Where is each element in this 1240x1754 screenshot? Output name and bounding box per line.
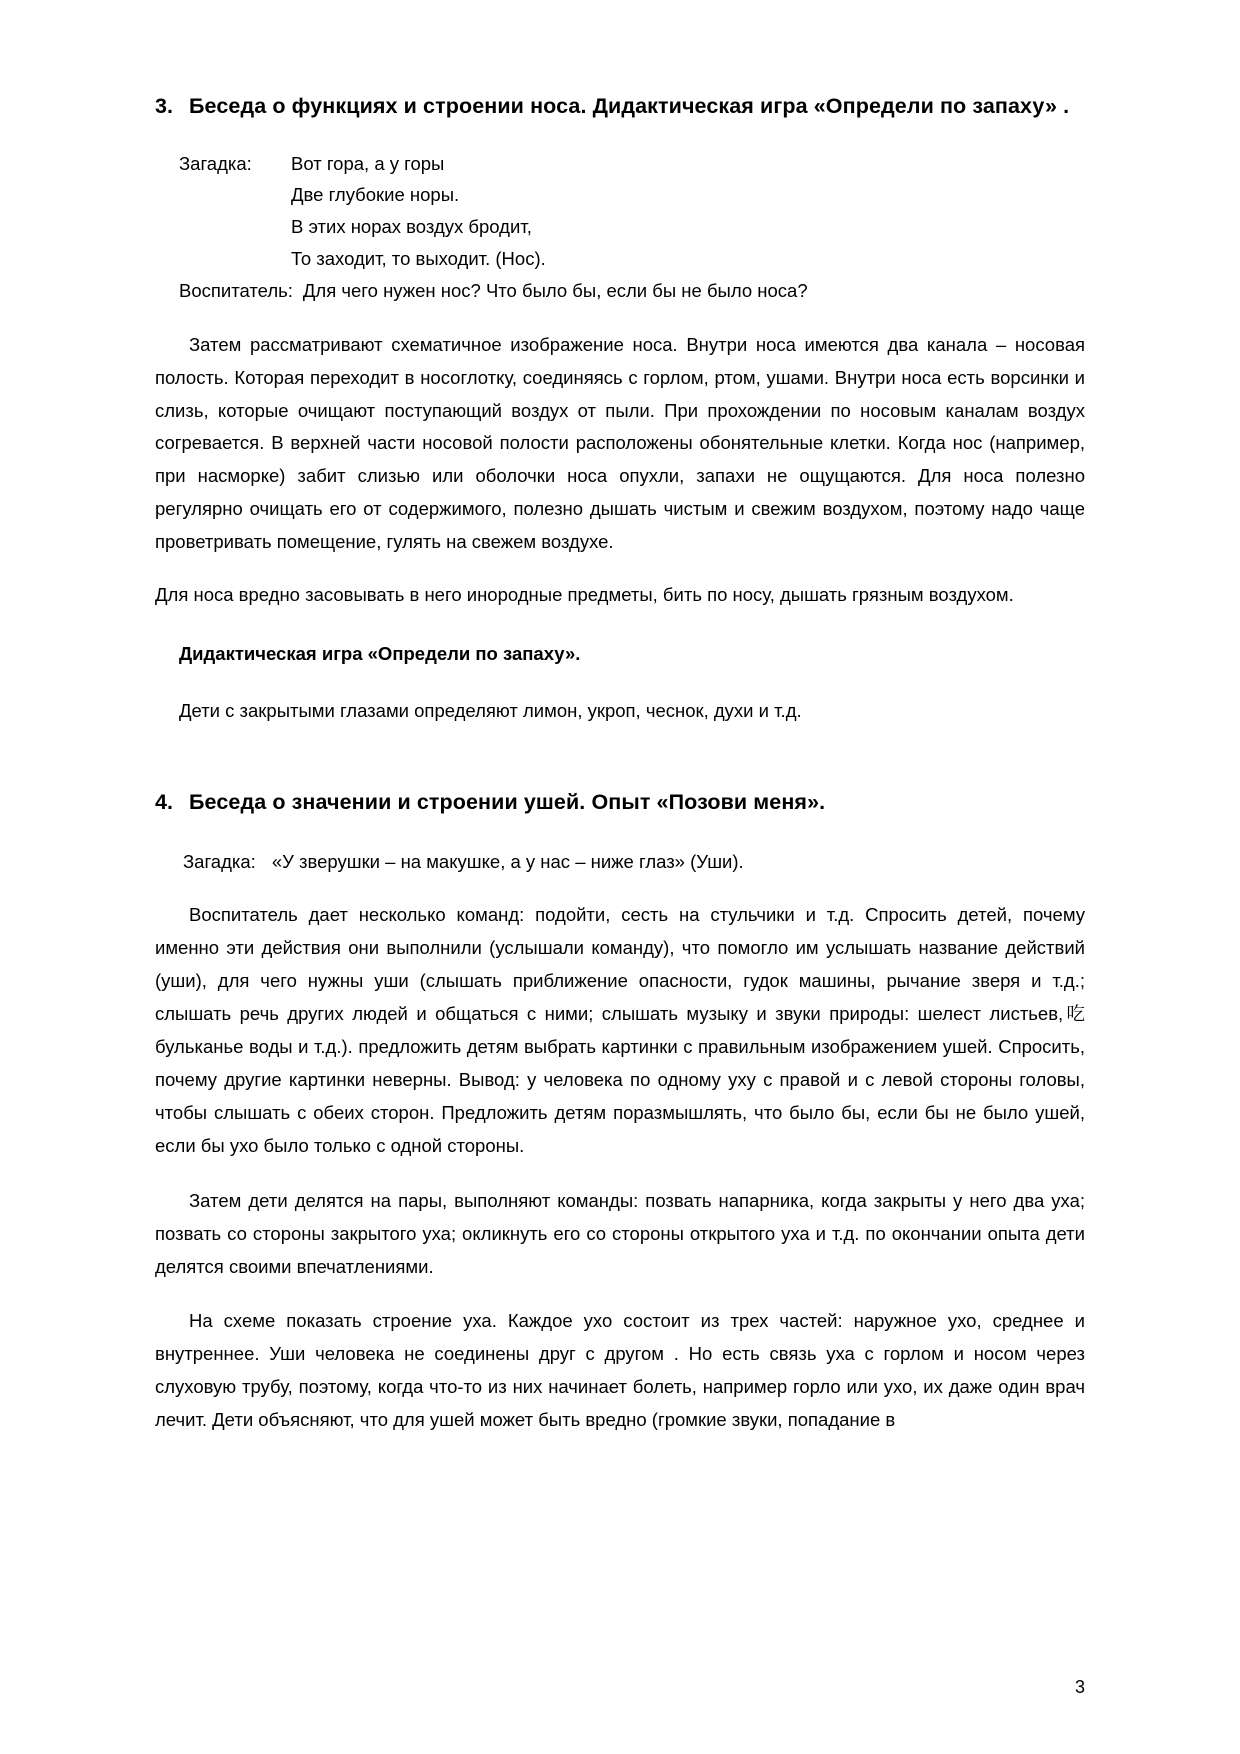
riddle-text-ears: «У зверушки – на макушке, а у нас – ниже глаз» (Уши). (271, 850, 744, 872)
section-number-4: 4. (155, 789, 174, 814)
didactic-game-heading: Дидактическая игра «Определи по запаху». (179, 643, 581, 665)
section-heading-3 (155, 88, 1085, 126)
riddle-line-1: Вот гора, а у горы (291, 152, 445, 174)
section-4-paragraph-3: На схеме показать строение уха. Каждое ухо состоит из трех частей: наружное ухо, среднее и внутреннее. Уши человека не соединены друг с другом . Но есть связь уха с горлом и носом через слуховую трубу, поэтому, когда что-то из них начинает болеть, например горло или ухо, их даже один врач лечит. Дети объясняют, что для ушей может быть вредно (громкие звуки, попадание в (155, 1310, 1085, 1431)
riddle-line-2: Две глубокие норы. (291, 184, 460, 206)
riddle-line-4: То заходит, то выходит. (Нос). (291, 248, 546, 270)
section-title-3: Беседа о функциях и строении носа. Дидактическая игра «Определи по запаху» . (189, 94, 1070, 118)
riddle-block-nose (179, 148, 1085, 275)
page-number: 3 (1074, 1677, 1085, 1697)
speaker-label-nose: Воспитатель: (179, 279, 293, 301)
section-4-paragraph-2: Затем дети делятся на пары, выполняют команды: позвать напарника, когда закрыты у него два уха; позвать со стороны закрытого уха; окликнуть его со стороны открытого уха и т.д. по окончании опыта дети делятся своими впечатлениями. (155, 1189, 1085, 1277)
speaker-text-nose: Для чего нужен нос? Что было бы, если бы не было носа? (302, 279, 808, 301)
section-heading-4 (155, 784, 1085, 822)
section-spacer (155, 728, 1085, 784)
riddle-label-ears: Загадка: (183, 850, 256, 872)
riddle-line-3: В этих норах воздух бродит, (291, 216, 532, 238)
section-3-paragraph-1: Затем рассматривают схематичное изображение носа. Внутри носа имеются два канала – носовая полость. Которая переходит в носоглотку, соединяясь с горлом, ртом, ушами. Внутри носа есть ворсинки и слизь, которые очищают поступающий воздух от пыли. При прохождении по носовым каналам воздух согревается. В верхней части носовой полости расположены обонятельные клетки. Когда нос (например, при насморке) забит слизью или оболочки носа опухли, запахи не ощущаются. Для носа полезно регулярно очищать его от содержимого, полезно дышать чистым и свежим воздухом, поэтому надо чаще проветривать помещение, гулять на свежем воздухе. (155, 333, 1085, 553)
riddle-label-nose: Загадка: (179, 152, 252, 174)
section-number-3: 3. (155, 94, 174, 118)
riddle-block-ears (183, 846, 1085, 878)
speaker-row-nose (179, 275, 1085, 307)
didactic-game-text: Дети с закрытыми глазами определяют лимон, укроп, чеснок, духи и т.д. (179, 699, 802, 721)
section-4-paragraph-1: Воспитатель дает несколько команд: подойти, сесть на стульчики и т.д. Спросить детей, почему именно эти действия они выполнили (услышали команду), что помогло им услышать название действий (уши), для чего нужны уши (слышать приближение опасности, гудок машины, рычание зверя и т.д.; слышать речь других людей и общаться с ними; слышать музыку и звуки природы: шелест листьев,吃 бульканье воды и т.д.). предложить детям выбрать картинки с правильным изображением ушей. Спросить, почему другие картинки неверны. Вывод: у человека по одному уху с правой и с левой стороны головы, чтобы слышать с обеих сторон. Предложить детям поразмышлять, что было бы, если бы не было ушей, если бы ухо было только с одной стороны. (155, 904, 1085, 1156)
riddle-first-line (179, 148, 1085, 180)
section-3-paragraph-2: Для носа вредно засовывать в него инородные предметы, бить по носу, дышать грязным воздухом. (155, 584, 1014, 606)
section-title-4: Беседа о значении и строении ушей. Опыт «Позови меня». (189, 789, 826, 814)
page-content (155, 88, 1085, 1437)
